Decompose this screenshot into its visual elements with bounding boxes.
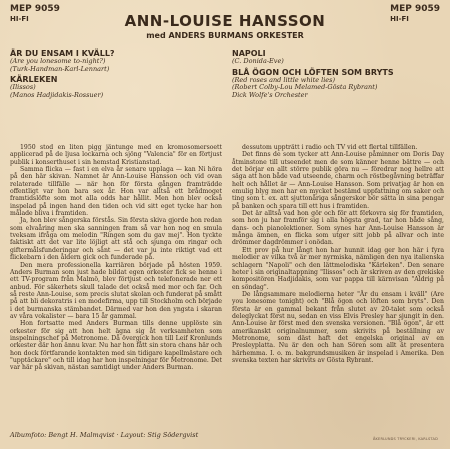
track-title: KÄRLEKEN	[10, 75, 58, 84]
track-credits: (C. Donida-Eve)	[232, 57, 284, 65]
track-title: ÄR DU ENSAM I KVÄLL?	[10, 49, 115, 58]
liner-paragraph: dessutom uppträtt i radio och TV vid ett flertal tillfällen.	[242, 144, 418, 151]
track-title: BLÅ ÖGON OCH LÖFTEN SOM BRYTS	[232, 67, 394, 77]
track-original-title: (Ilissos)	[10, 83, 36, 91]
tracklist-side-a	[10, 49, 225, 101]
track-item	[10, 75, 225, 99]
track-item	[232, 68, 442, 100]
track-credits: (Manos Hadjidakis-Rossuer)	[10, 90, 104, 99]
track-item	[10, 49, 225, 73]
catalog-number-text: MEP 9059	[390, 4, 440, 14]
liner-paragraph: Den mera professionella karriären började på hösten 1959. Anders Burman som just hade bildat egen orkester fick se henne i ett TV-program från Malmö, blev förtjust och telefonerade ner ett anbud. För säkerhets skull talade det också med mor och far. Och så reste Ann-Louise, som precis slutat skolan och funderat på smått på att bli dekoratris i en modefirma, upp till Stockholm och började i det burmanska stämbandet. Därmed var hon den yngsta i skaran av våra vokalister — bara 15 år gammal.	[10, 261, 222, 320]
track-original-title: (Are you lonesome to-night?)	[10, 57, 106, 65]
track-credits: (Robert Colby-Lou Melamed-Gösta Rybrant)	[232, 83, 378, 91]
liner-notes-left	[10, 144, 222, 372]
photo-layout-credits: Albumfoto: Bengt H. Malmqvist · Layout: Stig Södergvist	[10, 431, 199, 439]
artist-title: ANN-LOUISE HANSSON	[124, 12, 326, 30]
track-original-title: (Red roses and little white lies)	[232, 75, 336, 84]
track-credits: (Turk-Handman-Karl-Lennart)	[10, 64, 110, 73]
liner-paragraph: Ett prov på hur långt hon har hunnit idag ger hon här i fyra melodier av vilka två är mer nyrmiska, nämligen den nya italienska schlagern "Napoli" och den lättmelodiska "Kärleken". Den senare heter i sin originaltappning "Ilissos" och är skriven av den grekiske kompositören Hadjidakis, som var pappa till kärnvisan "Aldrig på en söndag".	[232, 246, 444, 291]
liner-paragraph: Det finns de som tycker att Ann-Louise påminner om Doris Day åtminstone till utseendet men de som känner henne bättre — och det börjar en allt större publik göra nu — föredrar nog hellre att säga att hon både vad utseende, charm och röstbegåvning beträffar helt och hållet är — Ann-Louise Hansson. Som privatjag är hon en emulig blyg men har en mycket bestämd uppfattning om saker och ting som t. ex. att sjuttonåriga sångerskor bör sätta in sina pengar på banken och spara till ett hus i framtiden.	[232, 151, 444, 210]
track-item	[232, 49, 442, 66]
printer-imprint: ÅKERLUNDS TRYCKERI, KARLSTAD	[372, 437, 438, 441]
liner-paragraph: Samma flicka — fast i en elva år senare upplaga — kan Ni höra på den här skivan. Namnet är Ann-Louise Hansson och vid ovan relaterade tillfälle — när hon för första gången framträdde offentligt var hon bara sex år. Hon var alltså ett brådmoget framtidslöfte som mot alla odds har hållit. Men hon blev också inspelad på ingen hand den tiden och vid sitt eget tycke har hon målade bliva i framtiden.	[10, 166, 222, 218]
hifi-label: HI-FI	[10, 15, 29, 23]
liner-paragraph: Ja, hon blev sångerska förstås. Sin första skiva gjorde hon redan som elvaåring men ska sanningen fram så var hon nog en smula tveksam ifråga om melodin "Ringen som du gav mej". Hon tyckte faktiskt att det var lite löjligt att stå och sjunga om ringar och giftermålsfunderingar och sånt — det var ju inte riktigt vad ett flickebarn i den åldern gick och funderade på.	[10, 217, 222, 262]
catalog-number-text: MEP 9059	[10, 4, 60, 14]
liner-paragraph: De långsammare melodierna heter "Är du ensam i kväll" (Are you lonesome tonight) och "Blå ögon och löften som bryts". Den första är en gammal bekant från slutet av 20-talet som också deleglyckat först nu, sedan en viss Elvis Presley har sjungit in den. Ann-Louise är först med den svenska versionen. "Blå ögon", är ett amerikanskt originalnummer, som skrivits på beställning av Metronome, som däst haft det engelska original av en Presleyplatta. Nu är den och han Sören som allt ät presentera härhemma. I. o. m. bakgrundsmusiken är inspelad i Amerika. Den svenska texten har skrivits av Gösta Rybrant.	[232, 290, 444, 364]
liner-notes-right	[232, 144, 444, 364]
liner-paragraph: Det är alltså vad hon gör och för att förkovra sig för framtiden, som hon ju har framför sig i alla högsta grad, tar hon både sång, dans- och pianolektioner. Som synes har Ann-Louise Hansson är många ämnen, en flicka som utger sitt jobb på allvar och inte drömmer dagdrömmer i onödan.	[232, 210, 444, 247]
track-orchestra: Dick Wolfe's Orchester	[232, 90, 308, 99]
orchestra-subtitle: med ANDERS BURMANS ORKESTER	[146, 31, 304, 40]
liner-paragraph: Hon fortsatte med Anders Burman tills denne upplöste sin orkester för sig att hon helt ägna sig åt verksamheten som inspelningschef på Metronome. Då övergick hon till Leif Kronlunds orkester där hon ännu kvar. Nu har hon fått sin stora chans här och hon dock förtfarande kontakten med sin tidigare kapellmästare och "upptäckare" och till idag har hon inspelningar för Metronome. Det var här på skivan, nästan samtidigt under Anders Burman.	[10, 320, 222, 372]
hifi-label: HI-FI	[390, 15, 409, 23]
liner-paragraph: 1950 stod en liten pigg jäntunge med en kromosomersoett applicerad på de ljusa lockarna och sjöng "Valencia" för en förtjust publik i konserthuset i sin hemstad Kristianstad.	[10, 144, 222, 166]
track-title: NAPOLI	[232, 49, 266, 58]
tracklist-side-b	[232, 49, 442, 101]
